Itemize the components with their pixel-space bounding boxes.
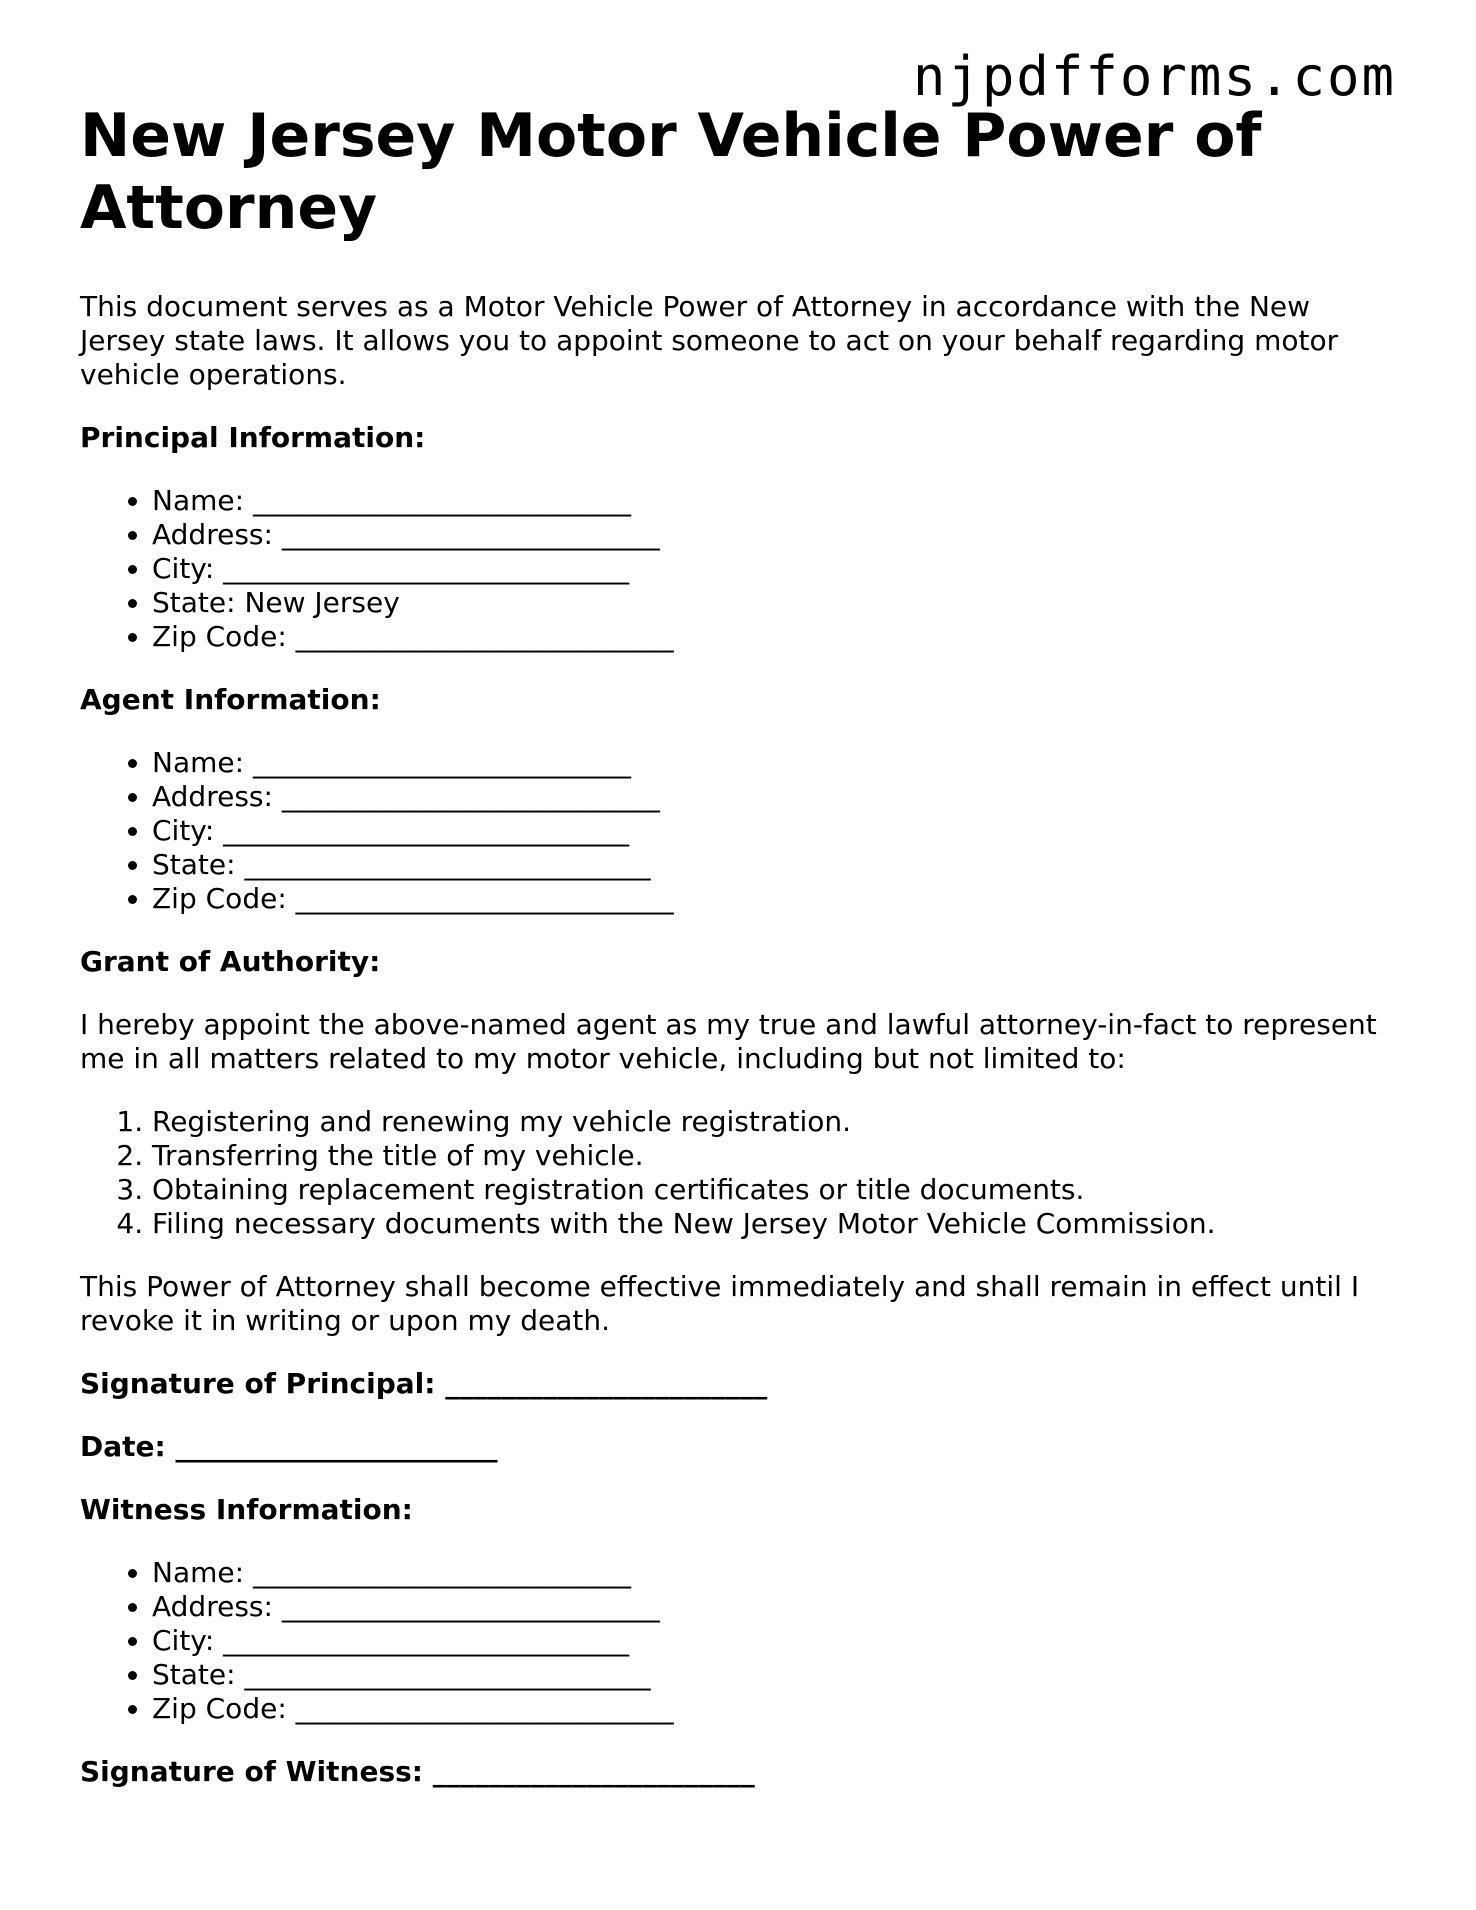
principal-state-field: • State: New Jersey (152, 586, 1400, 620)
document-body (80, 100, 1400, 1818)
agent-heading: Agent Information: (80, 683, 381, 716)
agent-city-field: • City: _____________________________ (152, 814, 1400, 848)
witness-state-field: • State: _____________________________ (152, 1658, 1400, 1692)
grant-paragraph: I hereby appoint the above-named agent as my true and lawful attorney-in-fact to represent me in all matters related to my motor vehicle, including but not limited to: (80, 1008, 1377, 1075)
witness-zip-field: • Zip Code: ___________________________ (152, 1692, 1400, 1726)
principal-city-field: • City: _____________________________ (152, 552, 1400, 586)
principal-heading: Principal Information: (80, 421, 426, 454)
grant-power-item: 4. Filing necessary documents with the New Jersey Motor Vehicle Commission. (152, 1207, 1400, 1241)
agent-name-field: • Name: ___________________________ (152, 746, 1400, 780)
principal-name-field: • Name: ___________________________ (152, 484, 1400, 518)
principal-fields-list (80, 484, 1400, 654)
principal-signature-line: Signature of Principal: _______________________ (80, 1367, 768, 1400)
grant-power-item: 1. Registering and renewing my vehicle registration. (152, 1105, 1400, 1139)
agent-state-field: • State: _____________________________ (152, 848, 1400, 882)
grant-heading: Grant of Authority: (80, 945, 381, 978)
principal-zip-field: • Zip Code: ___________________________ (152, 620, 1400, 654)
site-watermark: njpdfforms.com (912, 45, 1396, 108)
principal-address-field: • Address: ___________________________ (152, 518, 1400, 552)
intro-paragraph: This document serves as a Motor Vehicle Power of Attorney in accordance with the New Jersey state laws. It allows you to appoint someone to act on your behalf regarding motor vehicle operations. (80, 290, 1339, 391)
witness-city-field: • City: _____________________________ (152, 1624, 1400, 1658)
grant-powers-list (80, 1105, 1400, 1241)
effective-paragraph: This Power of Attorney shall become effective immediately and shall remain in effect until I revoke it in writing or upon my death. (80, 1270, 1360, 1337)
witness-signature-line: Signature of Witness: _______________________ (80, 1755, 755, 1788)
date-line: Date: _______________________ (80, 1430, 498, 1463)
witness-address-field: • Address: ___________________________ (152, 1590, 1400, 1624)
witness-heading: Witness Information: (80, 1493, 413, 1526)
agent-fields-list (80, 746, 1400, 916)
grant-power-item: 3. Obtaining replacement registration certificates or title documents. (152, 1173, 1400, 1207)
agent-zip-field: • Zip Code: ___________________________ (152, 882, 1400, 916)
witness-fields-list (80, 1556, 1400, 1726)
witness-name-field: • Name: ___________________________ (152, 1556, 1400, 1590)
page-title: New Jersey Motor Vehicle Power of Attorney (80, 101, 1262, 243)
agent-address-field: • Address: ___________________________ (152, 780, 1400, 814)
grant-power-item: 2. Transferring the title of my vehicle. (152, 1139, 1400, 1173)
